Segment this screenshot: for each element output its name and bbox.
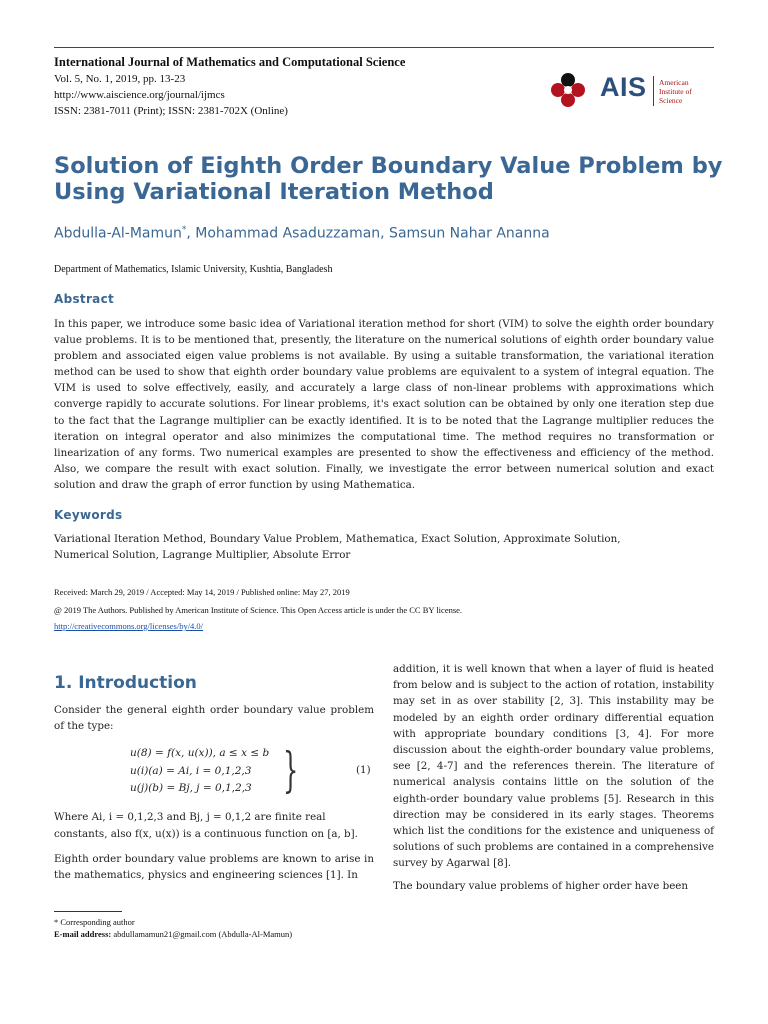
- keywords-heading: Keywords: [54, 508, 123, 522]
- abstract-heading: Abstract: [54, 292, 115, 306]
- keywords-line-1: Variational Iteration Method, Boundary Value Problem, Mathematica, Exact Solution, Approximate Solution,: [54, 533, 621, 545]
- logo-divider: [653, 76, 654, 106]
- section-introduction-heading: 1. Introduction: [54, 673, 197, 693]
- journal-url[interactable]: http://www.aiscience.org/journal/ijmcs: [54, 89, 225, 101]
- intro-paragraph-2-line-2: constants, also f(x, u(x)) is a continuous function on [a, b].: [54, 828, 358, 840]
- footnote-corresponding: * Corresponding author: [54, 917, 135, 927]
- ais-logo-subtitle: American Institute of Science: [659, 78, 692, 105]
- journal-issn: ISSN: 2381-7011 (Print); ISSN: 2381-702X (Online): [54, 105, 288, 117]
- equation-line-2: u(i)(a) = Ai, i = 0,1,2,3: [130, 764, 252, 777]
- journal-volume: Vol. 5, No. 1, 2019, pp. 13-23: [54, 73, 186, 85]
- author-others: , Mohammad Asaduzzaman, Samsun Nahar Ananna: [186, 225, 550, 242]
- affiliation: Department of Mathematics, Islamic University, Kushtia, Bangladesh: [54, 264, 333, 275]
- intro-paragraph-3: Eighth order boundary value problems are known to arise in the mathematics, physics and engineering sciences [1]. In: [54, 853, 374, 882]
- intro-column-2-paragraph-2: The boundary value problems of higher order have been: [393, 880, 689, 892]
- footnote-rule: [54, 911, 122, 912]
- intro-paragraph-2-line-1: Where Ai, i = 0,1,2,3 and Bj, j = 0,1,2 are finite real: [54, 811, 326, 823]
- intro-column-2-paragraph-1: addition, it is well known that when a layer of fluid is heated from below and is subject to the action of rotation, instability may set in as over stability [2, 3]. This instability may be modeled by an eighth order ordinary differential equation with appropriate boundary conditions [3, 4]. For more discussion about the eighth-order boundary value problems, see [2, 4-7] and the references therein. The literature of numerical analysis contains little on the solution of the eighth-order boundary value problems [5]. Research in this direction may be considered in its early stages. Theorems which list the conditions for the existence and uniqueness of solutions of such problems are contained in a comprehensive survey by Agarwal [8].: [393, 663, 714, 870]
- license-link[interactable]: http://creativecommons.org/licenses/by/4.0/: [54, 621, 204, 631]
- equation-system: [130, 745, 269, 798]
- article-dates: Received: March 29, 2019 / Accepted: May 14, 2019 / Published online: May 27, 2019: [54, 587, 350, 597]
- header-rule: [54, 47, 714, 48]
- equation-line-1: u(8) = f(x, u(x)), a ≤ x ≤ b: [130, 747, 270, 759]
- intro-paragraph-1: Consider the general eighth order boundary value problem of the type:: [54, 704, 374, 733]
- author-primary: Abdulla-Al-Mamun: [54, 225, 182, 242]
- ais-logo-text: AIS: [600, 72, 647, 102]
- corresponding-mark: *: [181, 225, 187, 235]
- footnote-email: E-mail address: abdullamamun21@gmail.com (Abdulla-Al-Mamun): [54, 929, 293, 939]
- equation-line-3: u(j)(b) = Bj, j = 0,1,2,3: [130, 782, 252, 794]
- abstract-text: In this paper, we introduce some basic idea of Variational iteration method for short (VIM) to solve the eighth order boundary value problems. It is to be mentioned that, presently, the literature on the numerical solutions of eighth order boundary value problem and associated eigen value problems is not available. By using a suitable transformation, the variational iteration method can be used to show that eighth order boundary value problems are equivalent to a system of integral equation. The VIM is used to solve effectively, easily, and accurately a large class of non-linear problems with approximations which converge rapidly to accurate solutions. For linear problems, it's exact solution can be obtained by only one iteration step due to the fact that the Lagrange multiplier can be exactly identified. It is to be noted that the Lagrange multiplier reduces the iteration on integral operator and also minimizes the computational time. The method requires no transformation or linearization of any forms. Two numerical examples are presented to show the effectiveness and efficiency of the method. Also, we compare the result with exact solution. Finally, we investigate the error between numerical solution and exact solution and draw the graph of error function by using Mathematica.: [54, 318, 714, 491]
- license-text: @ 2019 The Authors. Published by American Institute of Science. This Open Access article is under the CC BY license.: [54, 605, 463, 615]
- equation-brace: }: [283, 742, 299, 798]
- author-list: [54, 225, 550, 242]
- journal-name: International Journal of Mathematics and Computational Science: [54, 55, 406, 69]
- paper-title: Solution of Eighth Order Boundary Value Problem by Using Variational Iteration Method: [54, 153, 723, 205]
- ais-logo-icon: [548, 70, 598, 110]
- equation-number: (1): [356, 764, 371, 776]
- keywords-line-2: Numerical Solution, Lagrange Multiplier, Absolute Error: [54, 549, 351, 561]
